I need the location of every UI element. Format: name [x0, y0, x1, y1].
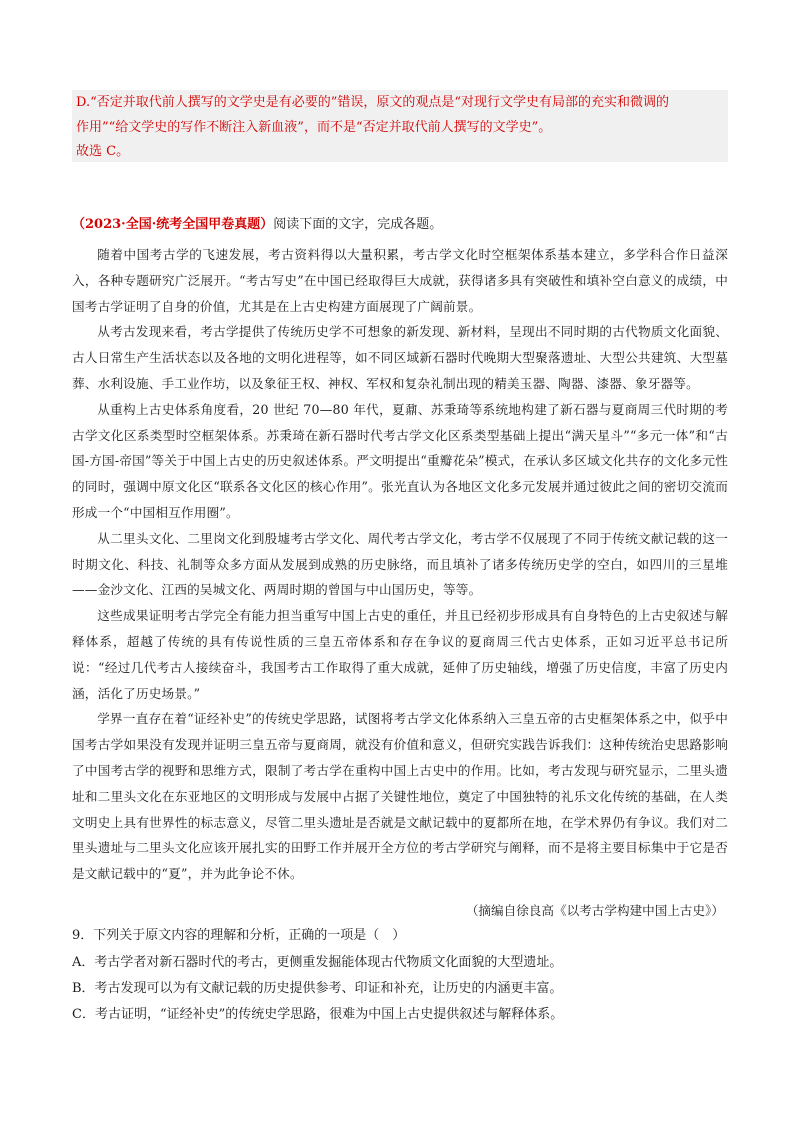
reading-passage: [72, 216, 728, 887]
exam-source: （2023·全国·统考全国甲卷真题）: [72, 217, 274, 232]
passage-paragraph: 学界一直存在着“证经补史”的传统史学思路，试图将考古学文化体系纳入三皇五帝的古史框架体系之中，似乎中国考古学如果没有发现并证明三皇五帝与夏商周，就没有价值和意义，但研究实践告诉我们：这种传统治史思路影响了中国考古学的视野和思维方式，限制了考古学在重构中国上古史中的作用。比如，考古发现与研究显示，二里头遗址和二里头文化在东亚地区的文明形成与发展中占据了关键性地位，奠定了中国独特的礼乐文化传统的基础，在人类文明史上具有世界性的标志意义，尽管二里头遗址是否就是文献记载中的夏都所在地，在学术界仍有争议。我们对二里头遗址与二里头文化应该开展扎实的田野工作并展开全方位的考古学研究与阐释，而不是将主要目标集中于它是否是文献记载中的“夏”，并为此争论不休。: [72, 711, 728, 882]
passage-paragraph: 随着中国考古学的飞速发展，考古资料得以大量积累，考古学文化时空框架体系基本建立，多学科合作日益深入，各种专题研究广泛展开。“考古写史”在中国已经取得巨大成就，获得诸多具有突破性和填补空白意义的成绩，中国考古学证明了自身的价值，尤其是在上古史构建方面展现了广阔前景。: [72, 247, 728, 314]
answer-explanation-box: [72, 90, 728, 162]
passage-paragraph: 从考古发现来看，考古学提供了传统历史学不可想象的新发现、新材料，呈现出不同时期的古代物质文化面貌、古人日常生产生活状态以及各地的文明化进程等，如不同区域新石器时代晚期大型聚落遗址、大型公共建筑、大型墓葬、水利设施、手工业作坊，以及象征王权、神权、军权和复杂礼制出现的精美玉器、陶器、漆器、象牙器等。: [72, 324, 728, 391]
question-stem: 9．下列关于原文内容的理解和分析，正确的一项是（ ）: [72, 928, 406, 943]
passage-paragraph: 这些成果证明考古学完全有能力担当重写中国上古史的重任，并且已经初步形成具有自身特色的上古史叙述与解释体系，超越了传统的具有传说性质的三皇五帝体系和存在争议的夏商周三代古史体系，正如习近平总书记所说：“经过几代考古人接续奋斗，我国考古工作取得了重大成就，延伸了历史轴线，增强了历史信度，丰富了历史内涵，活化了历史场景。”: [72, 608, 728, 701]
answer-line-2: 作用”“给文学史的写作不断注入新血液”，而不是“否定并取代前人撰写的文学史”。: [76, 120, 552, 135]
answer-line-1: D.“否定并取代前人撰写的文学史是有必要的”错误，原文的观点是“对现行文学史有局部的充实和微调的: [76, 95, 670, 110]
option-c: C．考古证明，“证经补史”的传统史学思路，很难为中国上古史提供叙述与解释体系。: [72, 1007, 564, 1022]
answer-line-3: 故选 C。: [76, 144, 130, 159]
passage-intro: [72, 216, 728, 234]
passage-paragraph: 从重构上古史体系角度看，20 世纪 70—80 年代，夏鼐、苏秉琦等系统地构建了新石器与夏商周三代时期的考古学文化区系类型时空框架体系。苏秉琦在新石器时代考古学文化区系类型基础上提出“满天星斗”“多元一体”和“古国-方国-帝国”等关于中国上古史的历史叙述体系。严文明提出“重瓣花朵”模式，在承认多区域文化共存的文化多元性的同时，强调中原文化区“联系各文化区的核心作用”。张光直认为各地区文化多元发展并通过彼此之间的密切交流而形成一个“中国相互作用圈”。: [72, 401, 728, 520]
passage-citation: （摘编自徐良高《以考古学构建中国上古史》）: [465, 903, 724, 918]
option-b: B．考古发现可以为有文献记载的历史提供参考、印证和补充，让历史的内涵更丰富。: [72, 981, 563, 996]
passage-instruction: 阅读下面的文字，完成各题。: [273, 217, 443, 232]
option-a: A．考古学者对新石器时代的考古，更侧重发掘能体现古代物质文化面貌的大型遗址。: [72, 955, 563, 970]
passage-paragraph: 从二里头文化、二里岗文化到殷墟考古学文化、周代考古学文化，考古学不仅展现了不同于传统文献记载的这一时期文化、科技、礼制等众多方面从发展到成熟的历史脉络，而且填补了诸多传统历史学的空白，如四川的三星堆——金沙文化、江西的吴城文化、两周时期的曾国与中山国历史，等等。: [72, 530, 728, 598]
